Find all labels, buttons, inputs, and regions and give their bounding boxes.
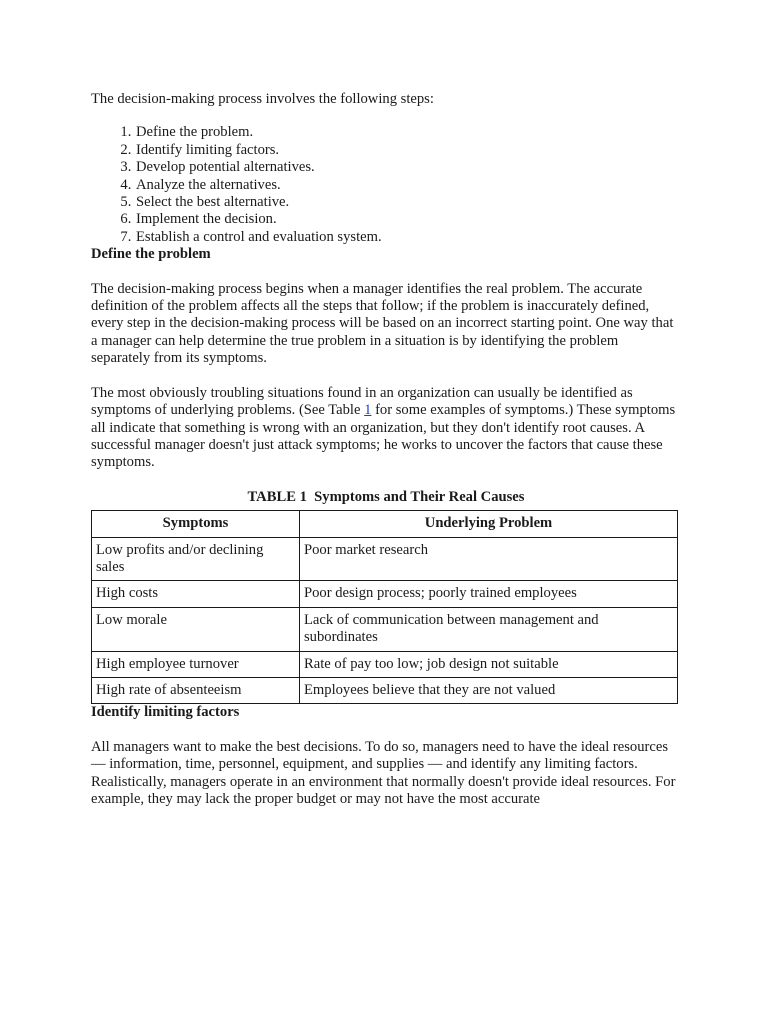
steps-list (91, 124, 681, 246)
intro-text: The decision-making process involves the following steps: (91, 91, 434, 107)
table-cell-problem: Poor market research (300, 537, 678, 581)
table-cell-symptom: High rate of absenteeism (92, 677, 300, 703)
table-reference-link[interactable]: 1 (364, 402, 372, 419)
list-item: 5. Select the best alternative. (135, 194, 681, 211)
list-item: 6. Implement the decision. (135, 211, 681, 228)
list-item: 3. Develop potential alternatives. (135, 159, 681, 176)
document-page (91, 91, 681, 808)
list-item: 1. Define the problem. (135, 124, 681, 141)
column-header-symptoms: Symptoms (92, 511, 300, 537)
table-row (92, 677, 678, 703)
table-row (92, 537, 678, 581)
table-header-row (92, 511, 678, 537)
table-cell-symptom: Low profits and/or declining sales (92, 537, 300, 581)
table-caption: TABLE 1 Symptoms and Their Real Causes (247, 488, 525, 505)
table-cell-symptom: High employee turnover (92, 651, 300, 677)
symptoms-table (91, 510, 678, 704)
table-cell-problem: Poor design process; poorly trained employees (300, 581, 678, 607)
list-item: 4. Analyze the alternatives. (135, 177, 681, 194)
list-item: 2. Identify limiting factors. (135, 142, 681, 159)
table-cell-symptom: Low morale (92, 607, 300, 651)
paragraph-define-1: The decision-making process begins when a manager identifies the real problem. The accurate definition of the problem affects all the steps that follow; if the problem is inaccurately defined, every step in the decision-making process will be based on an incorrect starting point. One way that a manager can help determine the true problem in a situation is by identifying the problem separately from its symptoms. (91, 280, 674, 367)
paragraph-limiting-1: All managers want to make the best decisions. To do so, managers need to have the ideal resources — information, time, personnel, equipment, and supplies — and identify any limiting factors. Realistically, managers operate in an environment that normally doesn't provide ideal resources. For example, they may lack the proper budget or may not have the most accurate (91, 738, 676, 807)
paragraph-text: for some examples of symptoms.) These symptoms all indicate that something is wrong with an organization, but they don't identify root causes. A successful manager doesn't just attack symptoms; he works to uncover the factors that cause these symptoms. (91, 402, 676, 471)
table-cell-problem: Employees believe that they are not valued (300, 677, 678, 703)
column-header-underlying-problem: Underlying Problem (300, 511, 678, 537)
paragraph-text: The most obviously troubling situations found in an organization can usually be identified as symptoms of underlying problems. (See Table (91, 384, 633, 419)
paragraph-define-2 (91, 385, 681, 472)
table-cell-problem: Rate of pay too low; job design not suitable (300, 651, 678, 677)
table-cell-problem: Lack of communication between management and subordinates (300, 607, 678, 651)
section-heading-define: Define the problem (91, 246, 211, 263)
table-cell-symptom: High costs (92, 581, 300, 607)
table-row (92, 581, 678, 607)
table-row (92, 607, 678, 651)
table-row (92, 651, 678, 677)
list-item: 7. Establish a control and evaluation system. (135, 229, 681, 246)
section-heading-limiting: Identify limiting factors (91, 704, 240, 721)
